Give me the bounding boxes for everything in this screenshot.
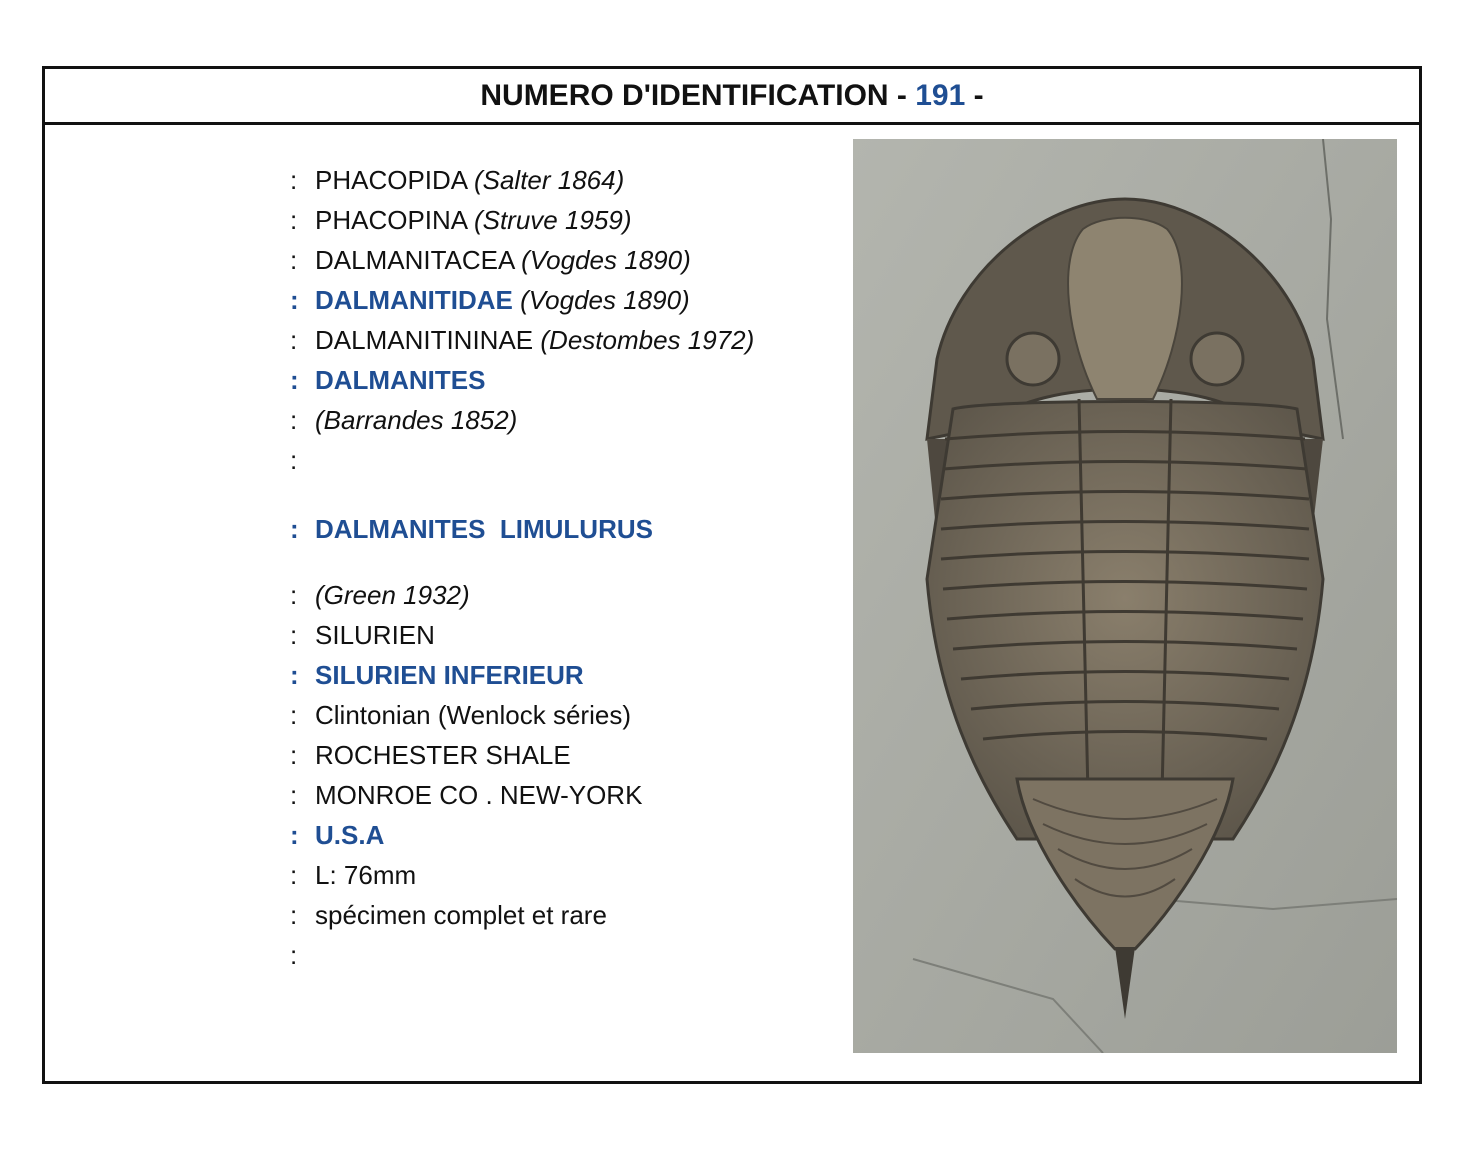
field-value-text: DALMANITES LIMULURUS [315,514,653,544]
field-value [315,242,691,278]
field-value-text: PHACOPINA [315,205,467,235]
field-author: (Struve 1959) [473,205,632,235]
field-value-text: DALMANITIDAE [315,285,513,315]
glabella [1068,218,1182,399]
field-value [315,577,470,613]
right-eye [1191,333,1243,385]
field-value [315,282,690,318]
field-author: (Vogdes 1890) [521,245,691,275]
field-value [315,697,631,733]
taxonomy-fields: : PHACOPIDA (Salter 1864) : PHACOPINA (Struve 1959) : DALMANITACEA (Vogdes 1890) : DALMANITIDAE (Vogdes 1890) : DALMANITININAE (Destombes 1972) : DALMANITES : (Barrandes 1852) : : DALMANITES LIMULURUS : (Green 1932) : SILURIEN : SILURIEN INFERIEUR : Clintonian (Wenlock séries) : ROCHESTER SHALE : MONROE CO . NEW-YORK : U.S.A : L: 76mm : spécimen complet et rare : [45,69,845,1081]
title-suffix: - [965,79,984,112]
field-value [315,777,642,813]
field-value-text: L: 76mm [315,860,417,890]
title-prefix: NUMERO D'IDENTIFICATION - [480,79,916,112]
field-value [315,322,754,358]
field-value-text: DALMANITININAE [315,325,534,355]
field-value [315,737,571,773]
field-value-text: Clintonian (Wenlock séries) [315,700,631,730]
field-author: (Destombes 1972) [540,325,755,355]
field-value [315,817,384,853]
field-value-text: SILURIEN INFERIEUR [315,660,584,690]
field-value-text: DALMANITES [315,365,486,395]
field-author: (Vogdes 1890) [520,285,690,315]
field-value [315,657,584,693]
identification-card [42,66,1422,1084]
field-value-text: PHACOPIDA [315,165,467,195]
field-value-text: DALMANITACEA [315,245,514,275]
field-author: (Barrandes 1852) [315,405,518,435]
field-value [315,402,517,438]
field-author: (Salter 1864) [473,165,625,195]
field-value [315,857,416,893]
left-eye [1007,333,1059,385]
field-value [315,202,631,238]
field-value-text: spécimen complet et rare [315,900,607,930]
field-value-text: U.S.A [315,820,385,850]
fossil-photo [853,139,1397,1053]
field-value [315,617,435,653]
identification-number: 191 [915,79,966,112]
field-value-text: ROCHESTER SHALE [315,740,571,770]
field-value-text: MONROE CO . NEW-YORK [315,780,643,810]
field-value [315,897,607,933]
field-author: (Green 1932) [315,580,470,610]
field-value [315,162,624,198]
field-value [315,511,653,547]
field-value-text: SILURIEN [315,620,435,650]
field-value [315,362,485,398]
trilobite-illustration [853,139,1397,1053]
